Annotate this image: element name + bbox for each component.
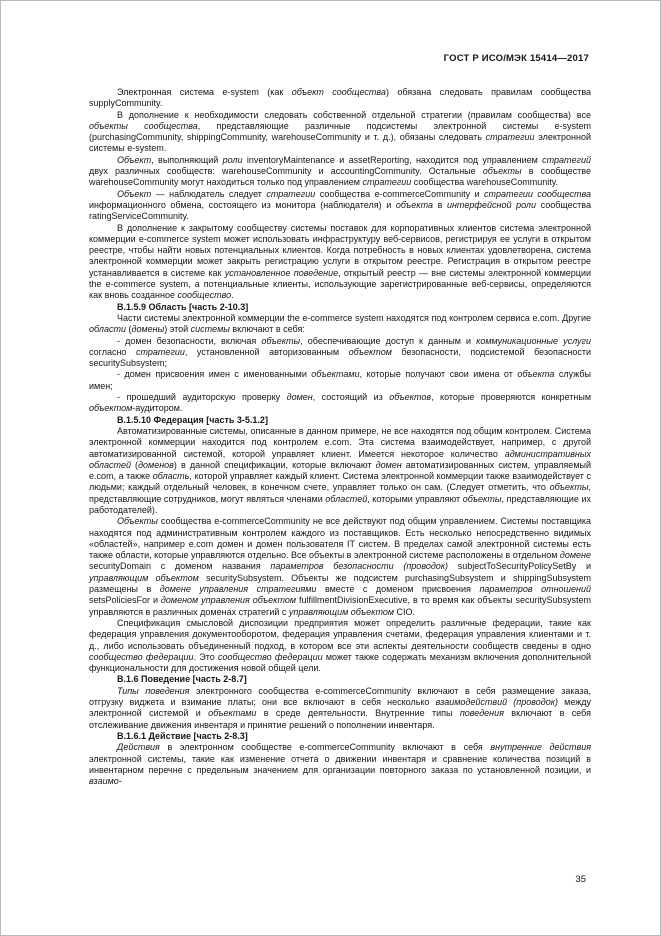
paragraph: - прошедший аудиторскую проверку домен, состоящий из объектов, которые проверяются конкретным объектом-аудитором. bbox=[89, 392, 592, 414]
paragraph: - домен безопасности, включая объекты, обеспечивающие доступ к данным и коммуникационные услуги согласно стратегии, установленной авторизованным объектом безопасности, подсистемой безопасности securitySubsystem; bbox=[89, 335, 591, 369]
section-heading: В.1.6.1 Действие [часть 2-8.3] bbox=[117, 730, 248, 741]
paragraph: Спецификация смысловой диспозиции предприятия может определить различные федерации, такие как федерация управления документооборотом, федерация управления счетами, федерация управления клиентами и т. д., либо использовать объединенный подход, в котором все эти аспекты деятельности сообществ сведены в одно сообщество федерации. Это сообщество федерации может также содержать механизм включения дополнительной функциональности для достижения новой общей цели. bbox=[89, 617, 592, 674]
paragraph: Объект — наблюдатель следует стратегии сообщества e-commerceCommunity и стратегии сообщества информационного обмена, состоящего из монитора (наблюдателя) и объекта в интерфейсной роли сообщества ratingServiceCommunity. bbox=[89, 188, 592, 222]
paragraph: Электронная система e-system (как объект сообщества) обязана следовать правилам сообщества supplyCommunity. bbox=[89, 87, 592, 109]
document-header-standard-number: ГОСТ Р ИСО/МЭК 15414—2017 bbox=[443, 53, 589, 64]
paragraph: В дополнение к закрытому сообществу системы поставок для корпоративных клиентов система электронной коммерции e-commerce system может использовать инфраструктуру веб-сервисов, регистрируя ее услуги в открытом реестре, чтобы найти новых потенциальных клиентов. Когда потребность в новых клиентах удовлетворена, система электронной коммерции может закрыть регистрацию услуги в открытом реестре. Регистрация в открытом реестре устанавливается в системе как установленное поведение, открытый реестр — вне системы электронной коммерции the e-commerce system, а потенциальные клиенты, использующие зарегистрированные веб-сервисы, определяются как вновь созданное сообщество. bbox=[89, 222, 592, 301]
paragraph: Части системы электронной коммерции the e-commerce system находятся под контролем сервиса e.com. Другие области (домены) этой системы включают в себя: bbox=[89, 312, 591, 335]
paragraph: Действия в электронном сообществе e-commerceCommunity включают в себя внутренние действия электронной системы, такие как изменение отчета о движении инвентаря и сравнение количества позиций в инвентарном перечне с предельным значением для организации повторного заказа по установленной позиции, и взаимо- bbox=[89, 742, 592, 787]
paragraph: В дополнение к необходимости следовать собственной отдельной стратегии (правилам сообщества) все объекты сообщества, представляющие различные подсистемы электронной системы e-system (purchasingCommunity, shippingCommunity, warehouseCommunity и т. д.), обязаны следовать стратегии электронной системы e-system. bbox=[89, 109, 592, 154]
document-body bbox=[89, 87, 591, 787]
paragraph: Объект, выполняющий роли inventoryMaintenance и assetReporting, находится под управлением стратегий двух различных сообществ: warehouseCommunity и accountingCommunity. Остальные объекты в сообществе warehouseCommunity могут находиться только под управлением стратегии сообщества warehouseCommunity. bbox=[89, 154, 591, 188]
paragraph: Типы поведения электронного сообщества e-commerceCommunity включают в себя размещение заказа, отгрузку виджета и взимание платы; они все включают в себя несколько взаимодействий (проводок) между электронной системой и объектами в среде деятельности. Внутренние типы поведения включают в себя отслеживание движения инвентаря и принятие решений о пополнении инвентаря. bbox=[89, 685, 592, 730]
page-number: 35 bbox=[575, 874, 586, 885]
section-heading: В.1.5.9 Область [часть 2-10.3] bbox=[117, 301, 249, 312]
paragraph: - домен присвоения имен с именованными объектами, которые получают свои имена от объекта службы имен; bbox=[89, 369, 591, 391]
section-heading: В.1.6 Поведение [часть 2-8.7] bbox=[117, 674, 247, 685]
paragraph: Объекты сообщества e-commerceCommunity не все действуют под общим управлением. Системы поставщика находятся под административным контролем каждого из поставщиков. Есть несколько непосредственно видимых «областей», например e.com домен и домен пользователя IT систем. В пределах самой электронной системы есть также области, которые управляются отдельно. Все объекты в электронной системе расположены в отдельном домене securityDomain с доменом названия параметров безопасности (проводок) subjectToSecurityPolicySetBy и управляющим объектом securitySubsystem. Объекты же подсистем purchasingSubsystem и shippingSubsystem размещены в домене управления стратегиями вместе с доменом присвоения параметров отношений setsPoliciesFor и доменом управления объектом fulfillmentDivisionExecutive, в то время как объекты securitySubsystem управляются в различных доменах стратегий с управляющим объектом CIO. bbox=[89, 516, 592, 617]
section-heading: В.1.5.10 Федерация [часть 3-5.1.2] bbox=[117, 414, 268, 425]
paragraph: Автоматизированные системы, описанные в данном примере, не все находятся под общим контролем. Система электронной коммерции находится под контролем e.com. Эта система взаимодействует, например, с другой автоматизированной системой, которой управляет клиент. Имеется некоторое количество административных областей (доменов) в данной спецификации, которые включают домен автоматизированных систем, управляемый e.com, а также область, которой управляет каждый клиент. Система электронной коммерции также взаимодействует с людьми; каждый отдельный человек, в конечном счете, управляет только он сам. (Следует отметить, что объекты, представляющие сотрудников, могут являться членами областей, которыми управляют объекты, представляющие их работодателей). bbox=[89, 425, 591, 515]
